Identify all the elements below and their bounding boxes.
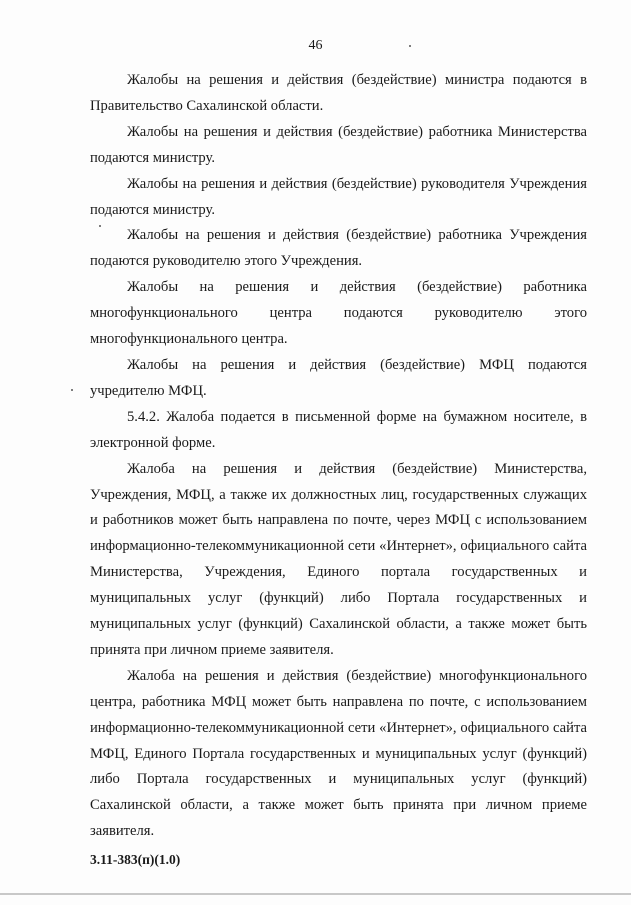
scan-speck <box>71 389 73 391</box>
document-code: 3.11-383(п)(1.0) <box>90 852 181 867</box>
paragraph-complaint-channels: Жалоба на решения и действия (бездействие) Министерства, Учреждения, МФЦ, а также их должностных лиц, государственных служащих и работников может быть направлена по почте, через МФЦ с использованием информационно-телекоммуникационной сети «Интернет», официального сайта Министерства, Учреждения, Единого портала государственных и муниципальных услуг (функций) либо Портала государственных и муниципальных услуг (функций) Сахалинской области, а также может быть принята при личном приеме заявителя. <box>90 460 587 658</box>
paragraph-mfc-complaint-channels: Жалоба на решения и действия (бездействие) многофункционального центра, работника МФЦ может быть направлена по почте, с использованием информационно-телекоммуникационной сети «Интернет», официального сайта МФЦ, Единого Портала государственных и муниципальных услуг (функций) либо Портала государственных и муниципальных услуг (функций) Сахалинской области, а также может быть принята при личном приеме заявителя. <box>90 667 587 840</box>
paragraph-mfc-complaints: Жалобы на решения и действия (бездействие) МФЦ подаются учредителю МФЦ. <box>90 356 587 399</box>
scan-speck <box>99 225 101 227</box>
document-body <box>90 68 587 845</box>
scan-speck <box>409 45 411 47</box>
paragraph-minister-complaints: Жалобы на решения и действия (бездействие) министра подаются в Правительство Сахалинской области. <box>90 72 587 114</box>
paragraph-mfc-employee-complaints: Жалобы на решения и действия (бездействие) работника многофункционального центра подаются руководителю этого многофункционального центра. <box>90 279 587 348</box>
paragraph-5-4-2: 5.4.2. Жалоба подается в письменной форме на бумажном носителе, в электронной форме. <box>90 408 587 451</box>
paragraph-ministry-employee-complaints: Жалобы на решения и действия (бездействие) работника Министерства подаются министру. <box>90 123 587 166</box>
paragraph-institution-head-complaints: Жалобы на решения и действия (бездействие) руководителя Учреждения подаются министру. <box>90 175 587 218</box>
paragraph-institution-employee-complaints: Жалобы на решения и действия (бездействие) работника Учреждения подаются руководителю этого Учреждения. <box>90 227 587 270</box>
page-number: 46 <box>308 38 323 53</box>
scan-bottom-edge <box>0 893 631 895</box>
